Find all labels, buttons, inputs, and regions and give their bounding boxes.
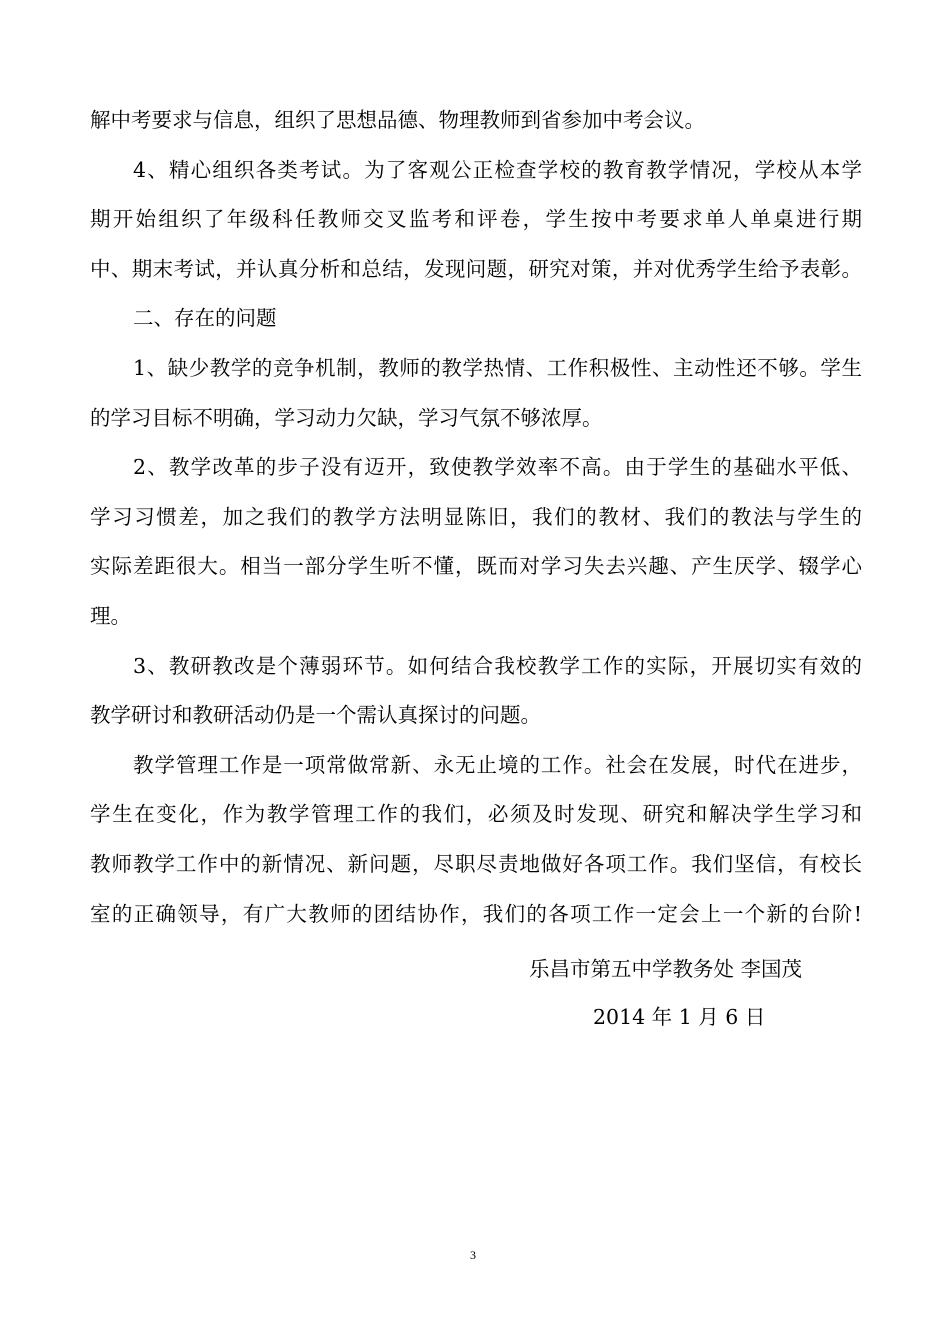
paragraph-line: 2、教学改革的步子没有迈开，致使教学效率不高。由于学生的基础水平低、: [133, 455, 862, 480]
paragraph-line: 4、精心组织各类考试。为了客观公正检查学校的教育教学情况，学校从本学: [133, 157, 862, 182]
paragraph-line: 教学管理工作是一项常做常新、永无止境的工作。社会在发展，时代在进步，: [133, 752, 862, 777]
section-heading: 二、存在的问题: [133, 306, 277, 331]
paragraph-line: 期开始组织了年级科任教师交叉监考和评卷，学生按中考要求单人单桌进行期: [90, 207, 862, 232]
paragraph-line: 学生在变化，作为教学管理工作的我们，必须及时发现、研究和解决学生学习和: [90, 802, 862, 827]
paragraph-line: 3、教研教改是个薄弱环节。如何结合我校教学工作的实际，开展切实有效的: [133, 653, 862, 678]
paragraph-line: 教学研讨和教研活动仍是一个需认真探讨的问题。: [90, 703, 541, 728]
paragraph-line: 理。: [90, 603, 131, 628]
paragraph-line: 的学习目标不明确，学习动力欠缺，学习气氛不够浓厚。: [90, 405, 603, 430]
paragraph-line: 室的正确领导，有广大教师的团结协作，我们的各项工作一定会上一个新的台阶!: [90, 901, 862, 926]
paragraph-line: 1、缺少教学的竞争机制，教师的教学热情、工作积极性、主动性还不够。学生: [133, 355, 862, 380]
body-text: [90, 96, 862, 939]
paragraph-line: 解中考要求与信息，组织了思想品德、物理教师到省参加中考会议。: [90, 108, 705, 132]
signature: 乐昌市第五中学教务处 李国茂: [529, 957, 803, 981]
paragraph-line: 中、期末考试，并认真分析和总结，发现问题，研究对策，并对优秀学生给予表彰。: [90, 256, 862, 281]
signature-date: 2014 年 1 月 6 日: [593, 1005, 766, 1029]
paragraph-line: 学习习惯差，加之我们的教学方法明显陈旧，我们的教材、我们的教法与学生的: [90, 504, 862, 529]
paragraph-line: 实际差距很大。相当一部分学生听不懂，既而对学习失去兴趣、产生厌学、辍学心: [90, 554, 862, 579]
paragraph-line: 教师教学工作中的新情况、新问题，尽职尽责地做好各项工作。我们坚信，有校长: [90, 851, 862, 876]
page-number: 3: [470, 1248, 476, 1262]
